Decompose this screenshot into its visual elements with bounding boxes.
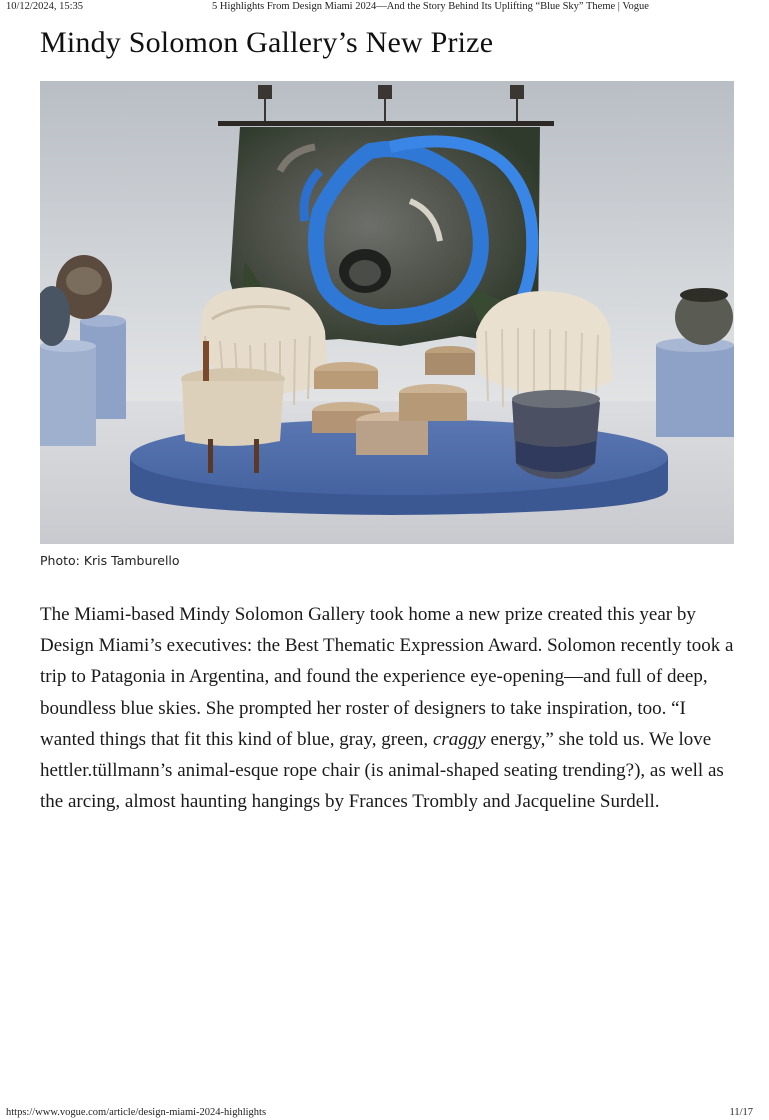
print-header [0, 0, 769, 14]
print-datetime: 10/12/2024, 15:35 [6, 1, 84, 12]
photo-credit: Photo: Kris Tamburello [40, 553, 180, 568]
article-text: energy,” she told us. We love hettler.tüllmann’s animal-esque rope chair (is animal-shaped seating trending?), as well as the arcing, almost haunting hangings by Frances Trombly and Jacqueline Surdell. [40, 728, 724, 813]
article-emphasis: craggy [432, 728, 486, 750]
article-text: The Miami-based Mindy Solomon Gallery took home a new prize created this year by Design Miami’s executives: the Best Thematic Expression Award. Solomon recently took a trip to Patagonia in Argentina, and found the experience eye-opening—and full of deep, boundless blue skies. She prompted her roster of designers to take inspiration, too. “I wanted things that fit this kind of blue, gray, green, [40, 604, 734, 750]
gallery-installation-photo [40, 81, 734, 544]
print-footer [0, 1104, 769, 1120]
ceramic-vessel [512, 390, 600, 479]
wall-mount [378, 85, 392, 99]
print-url: https://www.vogue.com/article/design-miami-2024-highlights [6, 1107, 267, 1118]
wall-mount [258, 85, 272, 99]
wall-mount [510, 85, 524, 99]
page-number: 11/17 [729, 1107, 753, 1118]
article-paragraph [40, 599, 740, 817]
print-page-title: 5 Highlights From Design Miami 2024—And the Story Behind Its Uplifting “Blue Sky” Theme | Vogue [212, 1, 649, 12]
section-heading: Mindy Solomon Gallery’s New Prize [40, 26, 494, 59]
